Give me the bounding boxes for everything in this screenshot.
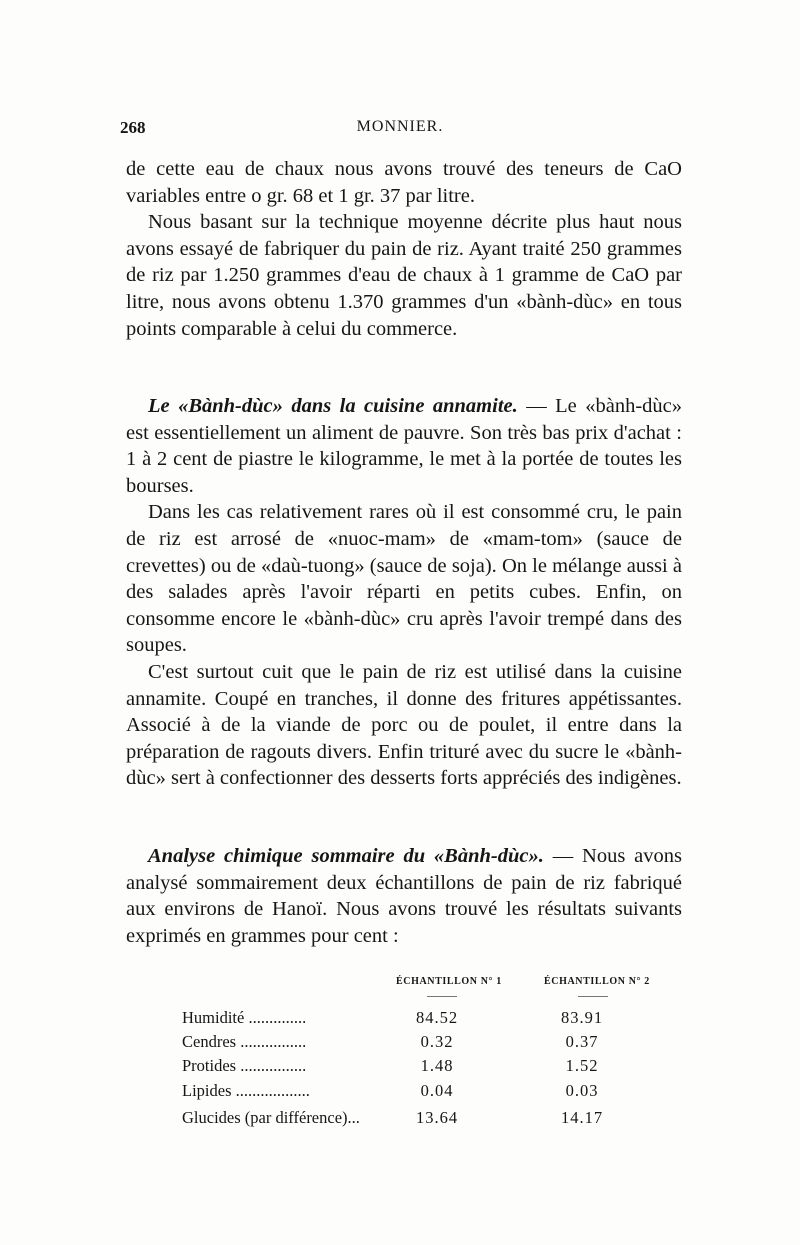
value-sample-1: 1.48 [420,1056,454,1075]
row-label: Cendres ................ [182,1032,307,1051]
row-label: Humidité .............. [182,1008,307,1027]
header-rule [578,996,608,997]
section-cuisine [126,393,682,792]
row-label: Lipides .................. [182,1081,310,1100]
header-rule [427,996,457,997]
value-sample-2: 0.37 [565,1032,599,1051]
value-sample-1: 0.04 [420,1081,454,1100]
section-title: Le «Bành-dùc» dans la cuisine annamite. [148,395,518,417]
table-row [182,1108,662,1132]
table-header-sample-2: ÉCHANTILLON N° 2 [544,976,650,987]
paragraph-text: — Le «bành-dùc» est essentiellement un aliment de pauvre. Son très bas prix d'achat : 1 à 2 cent de piastre le kilogramme, le met à la portée de toutes les bourses. [126,395,682,497]
paragraph: Nous basant sur la technique moyenne décrite plus haut nous avons essayé de fabriquer du pain de riz. Ayant traité 250 grammes de riz par 1.250 grammes d'eau de chaux à 1 gramme de CaO par litre, nous avons obtenu 1.370 grammes d'un «bành-dùc» en tous points comparable à celui du commerce. [126,211,682,340]
paragraph [126,843,682,949]
value-sample-2: 14.17 [560,1108,604,1127]
paragraph: Dans les cas relativement rares où il est consommé cru, le pain de riz est arrosé de «nuoc-mam» de «mam-tom» (sauce de crevettes) ou de «daù-tuong» (sauce de soja). On le mélange aussi à des salades après l'avoir réparti en petits cubes. Enfin, on consomme encore le «bành-dùc» cru après l'avoir trempé dans des soupes. [126,501,682,657]
paragraph: de cette eau de chaux nous avons trouvé des teneurs de CaO variables entre o gr. 68 et 1 gr. 37 par litre. [126,158,682,207]
table-row [182,1081,662,1105]
value-sample-1: 0.32 [420,1032,454,1051]
table-row [182,1008,662,1032]
value-sample-2: 1.52 [565,1056,599,1075]
section-analysis [126,843,682,949]
value-sample-2: 0.03 [565,1081,599,1100]
paragraph-text: — Nous avons analysé sommairement deux échantillons de pain de riz fabriqué aux environs de Hanoï. Nous avons trouvé les résultats suivants exprimés en grammes pour cent : [126,845,682,947]
section-title: Analyse chimique sommaire du «Bành-dùc». [148,845,544,867]
value-sample-1: 84.52 [415,1008,459,1027]
table-row [182,1032,662,1056]
value-sample-2: 83.91 [560,1008,604,1027]
running-head: MONNIER. [356,118,444,135]
paragraph [126,393,682,499]
table-header-sample-1: ÉCHANTILLON N° 1 [396,976,502,987]
row-label: Glucides (par différence)... [182,1108,360,1127]
table-row [182,1056,662,1080]
text-block-intro [126,156,682,342]
value-sample-1: 13.64 [415,1108,459,1127]
page-number: 268 [120,118,146,137]
page-header [120,118,680,142]
paragraph: C'est surtout cuit que le pain de riz est utilisé dans la cuisine annamite. Coupé en tranches, il donne des fritures appétissantes. Associé à de la viande de porc ou de poulet, il entre dans la préparation de ragouts divers. Enfin trituré avec du sucre le «bành-dùc» sert à confectionner des desserts forts appréciés des indigènes. [126,660,682,790]
row-label: Protides ................ [182,1056,307,1075]
